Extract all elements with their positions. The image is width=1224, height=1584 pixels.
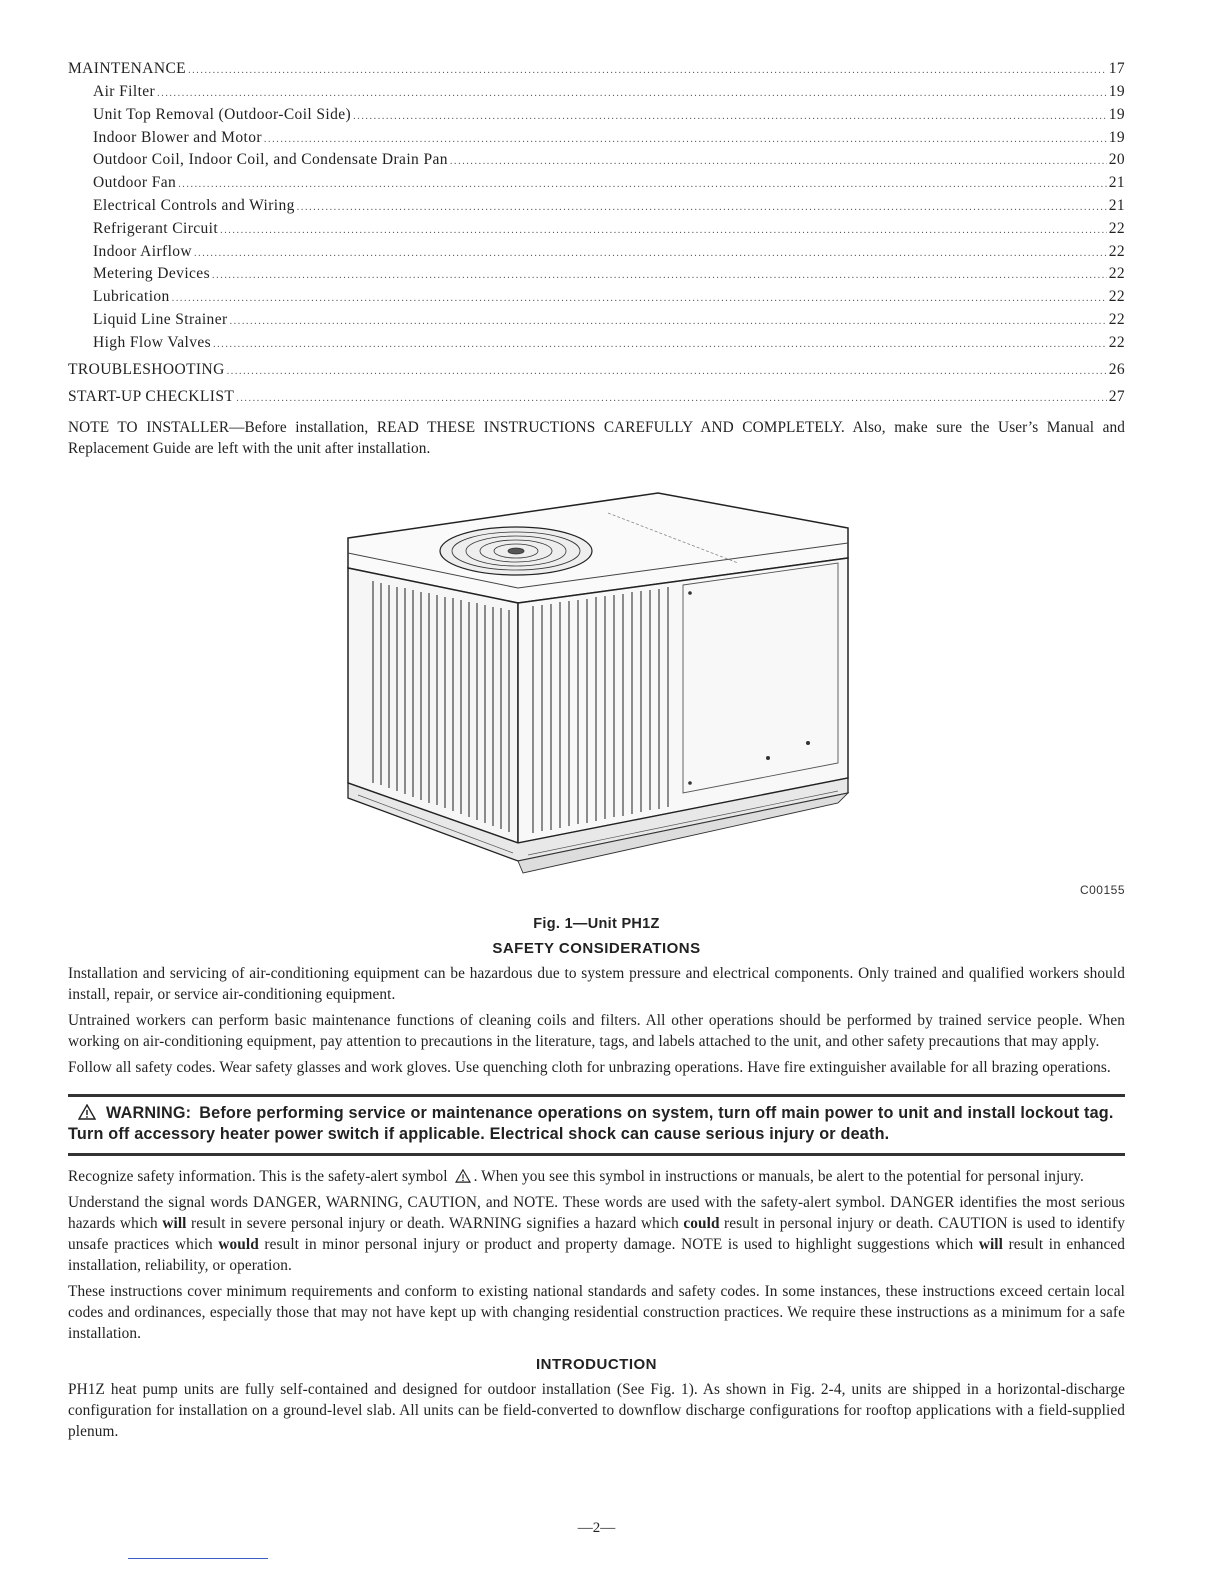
signal-emphasis: will [978,1235,1004,1253]
toc-page: 22 [1108,242,1125,260]
safety-alert-icon [455,1169,471,1183]
toc-page: 17 [1108,60,1125,77]
instructions-paragraph: These instructions cover minimum requirements and conform to existing national standards and safety codes. In some instances, these instructions exceed certain local codes and ordinances, especially those that may not have kept up with changing residential construction practices. We require these instructions as a minimum for a safe installation. [68,1282,1125,1342]
figure-caption: Fig. 1—Unit PH1Z [533,915,660,932]
toc-label: Air Filter [93,83,156,100]
safety-heading: SAFETY CONSIDERATIONS [492,939,701,957]
toc-entry [68,173,1125,196]
toc-page: 19 [1108,83,1125,100]
toc-leader [220,221,1107,242]
toc-page: 21 [1108,174,1125,192]
toc-entry [68,310,1125,333]
toc-leader [178,175,1107,196]
toc-page: 22 [1108,310,1125,328]
safety-paragraph: Untrained workers can perform basic maintenance functions of cleaning coils and filters. All other operations should be performed by trained service people. When working on air-conditioning equipment, pay attention to precautions in the literature, tags, and labels attached to the unit, and other safety precautions that may apply. [68,1011,1125,1050]
signal-text: result in minor personal injury or product and property damage. NOTE is used to highlight suggestions which [258,1235,979,1253]
installer-note: NOTE TO INSTALLER—Before installation, READ THESE INSTRUCTIONS CAREFULLY AND COMPLETELY. Also, make sure the User’s Manual and Replacement Guide are left with the unit after installation. [68,418,1125,457]
toc-entry [68,150,1125,173]
toc-label: Electrical Controls and Wiring [93,196,295,214]
toc-leader [227,361,1107,383]
table-of-contents [68,58,1125,410]
unit-illustration [338,483,858,893]
toc-page: 22 [1108,288,1125,306]
toc-leader [157,84,1107,105]
document-page [68,58,1125,1536]
toc-entry [68,128,1125,151]
toc-label: Indoor Blower and Motor [93,128,262,146]
toc-entry [68,82,1125,105]
signal-words-paragraph [68,1192,1125,1276]
toc-page: 20 [1108,151,1125,169]
signal-emphasis: will [162,1214,187,1232]
safety-paragraph: Installation and servicing of air-conditioning equipment can be hazardous due to system pressure and electrical components. Only trained and qualified workers should install, repair, or service air-conditioning equipment. [68,964,1125,1003]
toc-entry [68,219,1125,242]
toc-leader [236,388,1106,410]
toc-label: MAINTENANCE [68,60,187,77]
toc-leader [194,244,1107,265]
toc-entry [68,333,1125,356]
toc-leader [188,60,1107,82]
recognize-text: Recognize safety information. This is the safety-alert symbol [68,1167,448,1185]
recognize-text: . When you see this symbol in instructions or manuals, be alert to the potential for personal injury. [473,1167,1084,1185]
toc-entry-troubleshooting [68,359,1125,383]
signal-text: Understand the signal words DANGER, WARNING, CAUTION, and NOTE. These words are used with the safety-alert symbol. DANGER identifies the most serious hazards which [68,1193,1125,1232]
signal-text: result in personal injury or death. CAUTION is used to identify unsafe practices which [68,1214,1125,1253]
toc-label: TROUBLESHOOTING [68,360,225,378]
toc-leader [450,152,1107,173]
toc-label: Outdoor Coil, Indoor Coil, and Condensate Drain Pan [93,151,448,169]
toc-leader [172,289,1107,310]
toc-page: 27 [1108,387,1125,405]
toc-leader [212,266,1107,287]
toc-leader [297,198,1107,219]
toc-entry [68,287,1125,310]
toc-leader [213,335,1107,356]
toc-entry-maintenance [68,58,1125,82]
toc-entry [68,196,1125,219]
toc-entry [68,264,1125,287]
toc-page: 22 [1108,333,1125,351]
safety-paragraph: Follow all safety codes. Wear safety glasses and work gloves. Use quenching cloth for unbrazing operations. Have fire extinguisher available for all brazing operations. [68,1058,1111,1076]
page-number: —2— [577,1520,616,1536]
toc-leader [264,130,1107,151]
introduction-paragraph: PH1Z heat pump units are fully self-contained and designed for outdoor installation (See Fig. 1). As shown in Fig. 2-4, units are shipped in a horizontal-discharge configuration for installation on a ground-level slab. All units can be field-converted to downflow discharge configurations for rooftop applications with a field-supplied plenum. [68,1380,1125,1440]
toc-label: Refrigerant Circuit [93,219,219,237]
figure-unit [68,483,1125,908]
toc-label: Outdoor Fan [93,174,177,192]
toc-label: Lubrication [93,288,170,306]
toc-label: Indoor Airflow [93,242,193,260]
warning-body: Before performing service or maintenance operations on system, turn off main power to unit and install lockout tag. Turn off accessory heater power switch if applicable. Electrical shock can cause serious injury or death. [68,1103,1114,1143]
toc-entry [68,242,1125,265]
introduction-heading: INTRODUCTION [536,1355,657,1373]
toc-page: 22 [1108,265,1125,283]
figure-code: C00155 [1079,882,1125,897]
warning-box [68,1094,1125,1156]
toc-page: 21 [1108,196,1125,214]
safety-alert-icon [78,1104,96,1120]
footer-rule [128,1558,268,1559]
warning-label: WARNING: [106,1103,192,1122]
signal-emphasis: could [683,1214,720,1232]
toc-label: High Flow Valves [93,333,212,351]
toc-entry [68,105,1125,128]
toc-entry-checklist [68,386,1125,410]
toc-label: START-UP CHECKLIST [68,387,235,405]
recognize-paragraph [68,1166,1125,1187]
toc-label: Unit Top Removal (Outdoor-Coil Side) [93,105,352,123]
toc-label: Metering Devices [93,265,211,283]
signal-text: result in enhanced installation, reliability, or operation. [68,1235,1125,1274]
toc-page: 19 [1108,128,1125,146]
warning-text [68,1103,1125,1145]
toc-leader [230,312,1107,333]
toc-label: Liquid Line Strainer [93,310,228,328]
toc-leader [353,107,1107,128]
toc-page: 19 [1108,105,1125,123]
toc-page: 26 [1108,360,1125,378]
toc-page: 22 [1108,219,1125,237]
signal-text: result in severe personal injury or death. WARNING signifies a hazard which [186,1214,684,1232]
signal-emphasis: would [218,1235,259,1253]
